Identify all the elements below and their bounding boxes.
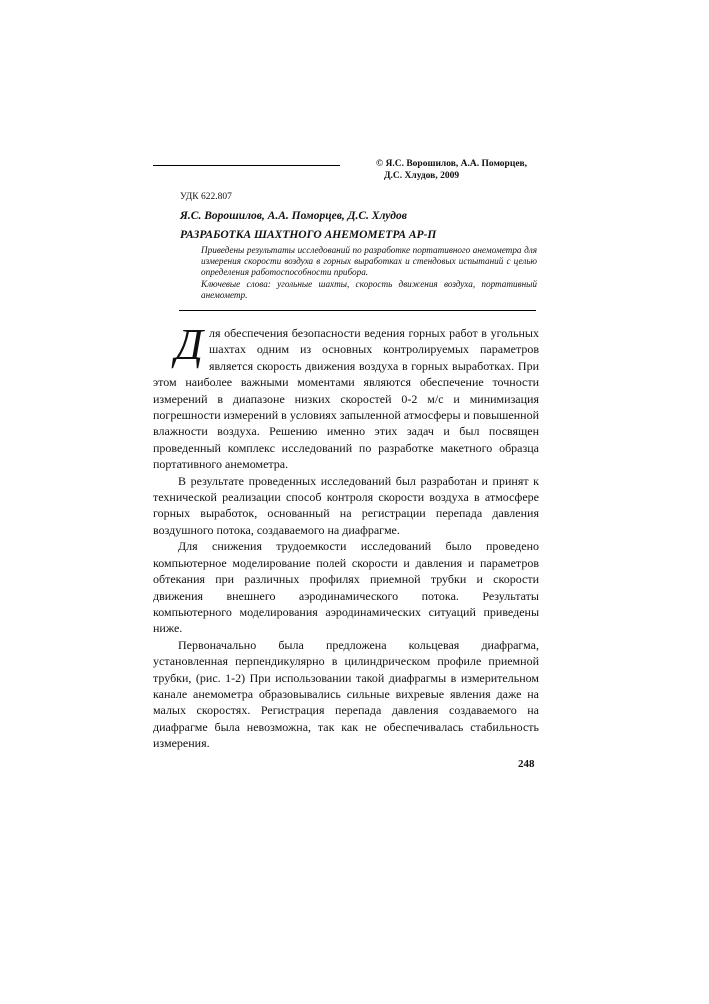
- article-title: РАЗРАБОТКА ШАХТНОГО АНЕМОМЕТРА АР-П: [180, 229, 437, 241]
- keywords-text: Ключевые слова: угольные шахты, скорость движения воздуха, портативный анемометр.: [201, 278, 537, 300]
- drop-cap: Д: [175, 320, 203, 369]
- abstract-block: [201, 245, 537, 301]
- body-paragraph-2: В результате проведенных исследований был разработан и принят к технической реализации способ контроля скорости воздуха в атмосфере горных выработок, основанный на регистрации перепада давления воздушного потока, создаваемого на диафрагме.: [153, 473, 539, 537]
- page-number: 248: [518, 758, 535, 770]
- paragraph-1-text: ля обеспечения безопасности ведения горных работ в угольных шахтах одним из основных контролируемых параметров является скорость движения воздуха в горных выработках. При этом наиболее важными моментами являются обеспечение точности измерений в диапазоне низких скоростей 0-2 м/с и минимизация погрешности измерений в условиях запыленной атмосферы и повышенной влажности воздуха. Решению именно этих задач и был посвящен проведенный комплекс исследований по разработке макетного образца портативного анемометра.: [153, 326, 539, 472]
- abstract-rule: [179, 310, 536, 311]
- body-paragraph-1: [153, 320, 539, 473]
- body-paragraph-4: Первоначально была предложена кольцевая диафрагма, установленная перпендикулярно в цилиндрическом профиле приемной трубки, (рис. 1-2) При использовании такой диафрагмы в измерительном канале анемометра образовывались сильные вихревые явления даже на малых скоростях. Регистрация перепада давления создаваемого на диафрагме была невозможна, так как не обеспечивалась стабильность измерения.: [153, 637, 539, 751]
- udk-code: УДК 622.807: [180, 192, 232, 202]
- header-rule: [153, 165, 340, 166]
- article-body: [153, 320, 539, 752]
- article-authors: Я.С. Ворошилов, А.А. Поморцев, Д.С. Хлудов: [180, 210, 407, 222]
- copyright-notice: [376, 158, 541, 182]
- copyright-line-2: Д.С. Хлудов, 2009: [384, 171, 460, 181]
- body-paragraph-3: Для снижения трудоемкости исследований было проведено компьютерное моделирование полей скорости и давления и параметров обтекания при различных профилях приемной трубки и скорости движения внешнего аэродинамического потока. Результаты компьютерного моделирования аэродинамических ситуаций приведены ниже.: [153, 539, 539, 636]
- abstract-text: Приведены результаты исследований по разработке портативного анемометра для измерения скорости воздуха в горных выработках и стендовых испытаний с целью определения работоспособности прибора.: [201, 245, 537, 278]
- copyright-line-1: © Я.С. Ворошилов, А.А. Поморцев,: [376, 159, 528, 169]
